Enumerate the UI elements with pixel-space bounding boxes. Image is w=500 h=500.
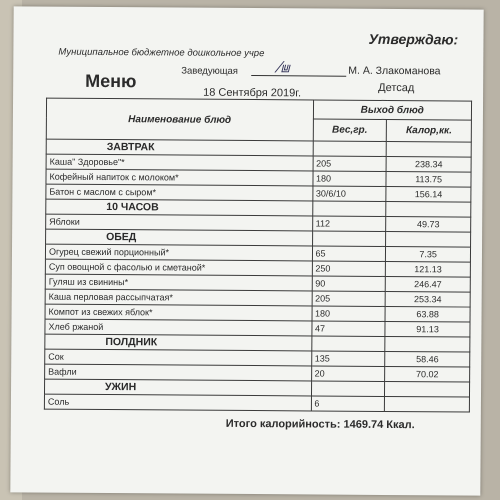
meal-name: УЖИН — [44, 379, 311, 396]
dish-name: Суп овощной с фасолью и сметаной* — [45, 259, 312, 276]
dish-weight: 205 — [313, 156, 387, 172]
meal-name: 10 ЧАСОВ — [46, 199, 313, 216]
dish-weight: 112 — [312, 216, 386, 232]
dish-weight: 180 — [312, 171, 386, 187]
dish-weight: 250 — [312, 261, 386, 277]
dish-weight: 135 — [311, 351, 385, 367]
dish-weight: 47 — [311, 321, 385, 337]
dish-calories — [385, 396, 470, 412]
dish-calories: 113.75 — [386, 171, 471, 187]
dish-calories: 7.35 — [386, 246, 471, 262]
output-column-header: Выход блюд — [313, 100, 472, 121]
dish-name: Вафли — [45, 364, 312, 381]
dish-calories: 238.34 — [386, 156, 471, 172]
menu-table — [44, 98, 472, 413]
empty-cell — [385, 336, 470, 352]
meal-name: ЗАВТРАК — [46, 139, 313, 156]
approval-heading: Утверждаю: — [368, 30, 459, 48]
menu-table-body — [44, 139, 471, 412]
signature-line — [251, 75, 346, 77]
page-title: Меню — [85, 70, 137, 92]
weight-column-header: Вес,гр. — [313, 119, 387, 141]
dish-column-header: Наименование блюд — [46, 98, 313, 141]
dish-calories: 253.34 — [385, 291, 470, 307]
meal-name: ПОЛДНИК — [45, 334, 312, 351]
empty-cell — [386, 201, 471, 217]
empty-cell — [312, 201, 386, 217]
dish-name: Кофейный напиток с молоком* — [46, 169, 313, 186]
menu-date: 18 Сентября 2019г. — [203, 86, 302, 100]
empty-cell — [385, 381, 470, 397]
menu-sheet — [10, 6, 483, 495]
dish-weight: 90 — [312, 276, 386, 292]
dish-weight: 65 — [312, 246, 386, 262]
dish-calories: 70.02 — [385, 366, 470, 382]
head-role: Заведующая — [181, 65, 238, 77]
empty-cell — [311, 381, 385, 397]
dish-weight: 205 — [312, 291, 386, 307]
empty-cell — [386, 141, 471, 157]
meal-name: ОБЕД — [46, 229, 313, 246]
calories-column-header: Калор,кк. — [387, 120, 472, 142]
dish-calories: 121.13 — [386, 261, 471, 277]
organization-type: Детсад — [378, 81, 415, 95]
dish-calories: 91.13 — [385, 321, 470, 337]
dish-calories: 246.47 — [385, 276, 470, 292]
head-name: М. А. Злакоманова — [348, 64, 441, 78]
empty-cell — [386, 231, 471, 247]
empty-cell — [311, 336, 385, 352]
dish-name: Хлеб ржаной — [45, 319, 312, 336]
organization-name: Муниципальное бюджетное дошкольное учре — [58, 46, 265, 60]
dish-name: Гуляш из свинины* — [45, 274, 312, 291]
dish-calories: 49.73 — [386, 216, 471, 232]
dish-calories: 58.46 — [385, 351, 470, 367]
dish-weight: 30/6/10 — [312, 186, 386, 202]
dish-weight: 180 — [312, 306, 386, 322]
dish-calories: 156.14 — [386, 186, 471, 202]
dish-name: Каша перловая рассыпчатая* — [45, 289, 312, 306]
dish-name: Соль — [44, 394, 311, 411]
empty-cell — [312, 231, 386, 247]
dish-name: Каша" Здоровье"* — [46, 154, 313, 171]
handwritten-signature: ⁄⩏ — [278, 58, 290, 77]
dish-name: Яблоки — [46, 214, 313, 231]
dish-weight: 20 — [311, 366, 385, 382]
dish-weight: 6 — [311, 396, 385, 412]
total-calories: Итого калорийность: 1469.74 Ккал. — [225, 417, 415, 432]
dish-name: Огурец свежий порционный* — [45, 244, 312, 261]
empty-cell — [313, 141, 387, 157]
dish-calories: 63.88 — [385, 306, 470, 322]
dish-name: Батон с маслом с сыром* — [46, 184, 313, 201]
dish-name: Компот из свежих яблок* — [45, 304, 312, 321]
dish-name: Сок — [45, 349, 312, 366]
table-row — [44, 394, 469, 412]
